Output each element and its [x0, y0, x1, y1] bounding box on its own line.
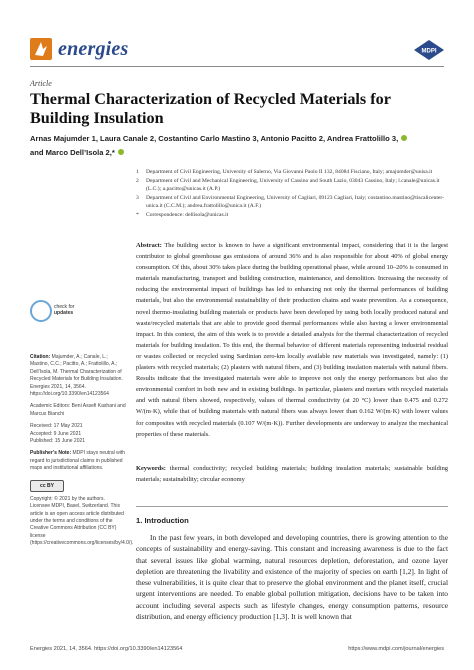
affiliation — [136, 211, 456, 219]
affiliation-text: Department of Civil and Environmental Engineering, University of Cagliari, 09123 Cagliari, Italy; costantino.mastino@tiscalicenter-unica.it (C.C.M.); andrea.frattolillo@unica.it (A.F.) — [146, 195, 445, 209]
authors-text-2: and Marco Dell’Isola 2,* — [30, 148, 115, 157]
check-updates-line1: check for — [54, 304, 75, 310]
mdpi-logo-text: MDPI — [421, 48, 437, 55]
article-type: Article — [30, 79, 52, 88]
journal-logo-icon — [30, 38, 52, 60]
orcid-icon[interactable] — [118, 149, 124, 155]
journal-name: energies — [58, 38, 129, 60]
author-line-1 — [30, 132, 450, 146]
footer-journal-url[interactable]: https://www.mdpi.com/journal/energies — [348, 646, 444, 652]
abstract — [136, 240, 448, 440]
check-updates-icon[interactable] — [30, 300, 52, 322]
publisher-note — [30, 450, 126, 472]
abstract-text: The building sector is known to have a significant environmental impact, considering that it is the largest contributor to global greenhouse gas emissions of around 36% and is also responsible for about 40% of global energy consumption. Of this, about 30% takes place during the building operational phase, while around 10–20% is consumed in materials manufacturing, transport and building construction, maintenance, and demolition. Increasing the necessity of reducing the environmental impact of buildings has led to enhancing not only the thermal performances of building materials, but also the environmental sustainability of their production chains and waste prevention. As a consequence, novel thermo-insulating building materials or products have been developed by using both locally produced natural and waste/recycled materials that are able to provide good thermal performances while also having a lower environmental impact. In this context, the aim of this work is to provide a detailed analysis for the thermal characterization of recycled materials for building insulation. To this end, the thermal behavior of different materials representing industrial residual or wastes collected or recycled using Sardinian zero-km locally available raw materials was investigated, namely: (1) plasters with recycled materials; (2) plasters with natural fibers, and (3) building insulation materials with natural fibers. Results indicate that the investigated materials were able to improve not only the energy performances but also the environmental comfort in both new and in existing buildings. In particular, plasters and mortars with recycled materials and with natural fibers showed, respectively, values of thermal conductivity (at 20 °C) lower than 0.475 and 0.272 W/(m·K), while that of building materials with natural fibers was always lower than 0.162 W/(m·K) with lower values for composites with recycled materials (0.107 W/(m·K)). Further developments are underway to analyze the mechanical properties of these materials. — [136, 242, 448, 438]
section-divider — [136, 506, 448, 507]
keywords-label: Keywords: — [136, 465, 166, 472]
academic-editors: Academic Editors: Beni Assefi Kashani and Marcus Bianchi — [30, 403, 126, 417]
sidebar-metadata — [30, 354, 134, 553]
copyright-text: Copyright: © 2021 by the authors. Licensee MDPI, Basel, Switzerland. This article is an open access article distributed under the terms and conditions of the Creative Commons Attribution (CC BY) license (https://creativecommons.org/licenses/by/4.0/). — [30, 495, 134, 547]
publisher-note-text: MDPI stays neutral with regard to jurisdictional claims in published maps and institutional affiliations. — [30, 450, 126, 472]
affiliations — [136, 168, 456, 220]
header-rule — [30, 66, 444, 67]
affiliation-number: 1 — [136, 169, 139, 175]
publisher-note-label: Publisher’s Note: — [30, 450, 72, 457]
intro-paragraph: In the past few years, in both developed and developing countries, there is growing attention to the concepts of sustainability and energy-saving. This constant and increasing awareness is due to the fact that several issues like global warming, natural resources depletion, deforestation, and ozone layer depletion are threatening the livability and existence of the majority of species on earth [1,2]. In light of these vulnerabilities, it is quite clear that to preserve the global environment and the planet itself, crucial urgent interventions are needed. To enable global pollution mitigation, decisions have to be taken into account including several aspects such as lifestyle changes, energy consumption patterns, resource distribution, and energy efficiency production [1,3]. It is well known that — [136, 533, 448, 622]
affiliation-number: * — [136, 212, 139, 218]
section-heading: 1. Introduction — [136, 516, 189, 525]
affiliation — [136, 168, 456, 176]
affiliation-text: Correspondence: dellisola@unicas.it — [146, 212, 229, 218]
check-updates-line2: updates — [54, 310, 74, 316]
affiliation-number: 2 — [136, 178, 139, 184]
affiliation — [136, 194, 456, 210]
check-updates-link[interactable] — [54, 304, 74, 316]
citation-text[interactable]: Majumder, A.; Canale, L.; Mastino, C.C.; Pacitto, A.; Frattolillo, A.; Dell’Isola, M. Thermal Characterization of Recycled Materials for Building Insulation. Energies 2021, 14, 3564. https://doi.org/10.3390/en14123564 — [30, 354, 123, 398]
footer-citation[interactable]: Energies 2021, 14, 3564. https://doi.org/10.3390/en14123564 — [30, 646, 183, 652]
mdpi-logo-icon — [414, 40, 444, 60]
affiliation — [136, 177, 456, 193]
published-date: Published: 15 June 2021 — [30, 438, 86, 445]
keywords-text: thermal conductivity; recycled building materials; building insulation materials; sustainable building materials; sustainability; circular economy — [136, 465, 448, 483]
affiliation-text: Department of Civil Engineering, University of Salerno, Via Giovanni Paolo II 132, 84084 Fisciano, Italy; amajumder@unisa.it — [146, 169, 433, 175]
affiliation-text: Department of Civil and Mechanical Engineering, University of Cassino and South Lazio, 03043 Cassino, Italy; l.canale@unicas.it (L.C.); a.pacitto@unicas.it (A.P.) — [146, 178, 440, 192]
author-line-2 — [30, 146, 450, 160]
cc-license-badge[interactable]: cc BY — [30, 480, 64, 492]
orcid-icon[interactable] — [401, 135, 407, 141]
abstract-label: Abstract: — [136, 242, 162, 249]
citation-label: Citation: — [30, 354, 51, 360]
received-date: Received: 17 May 2021 — [30, 423, 83, 430]
dates-block — [30, 423, 126, 445]
author-list — [30, 132, 450, 160]
keywords — [136, 464, 448, 485]
article-title: Thermal Characterization of Recycled Materials for Building Insulation — [30, 90, 391, 127]
citation-block — [30, 354, 126, 398]
affiliation-number: 3 — [136, 195, 139, 201]
authors-text-1: Arnas Majumder 1, Laura Canale 2, Costantino Carlo Mastino 3, Antonio Pacitto 2, Andrea Frattolillo 3, — [30, 134, 399, 143]
accepted-date: Accepted: 9 June 2021 — [30, 430, 82, 437]
